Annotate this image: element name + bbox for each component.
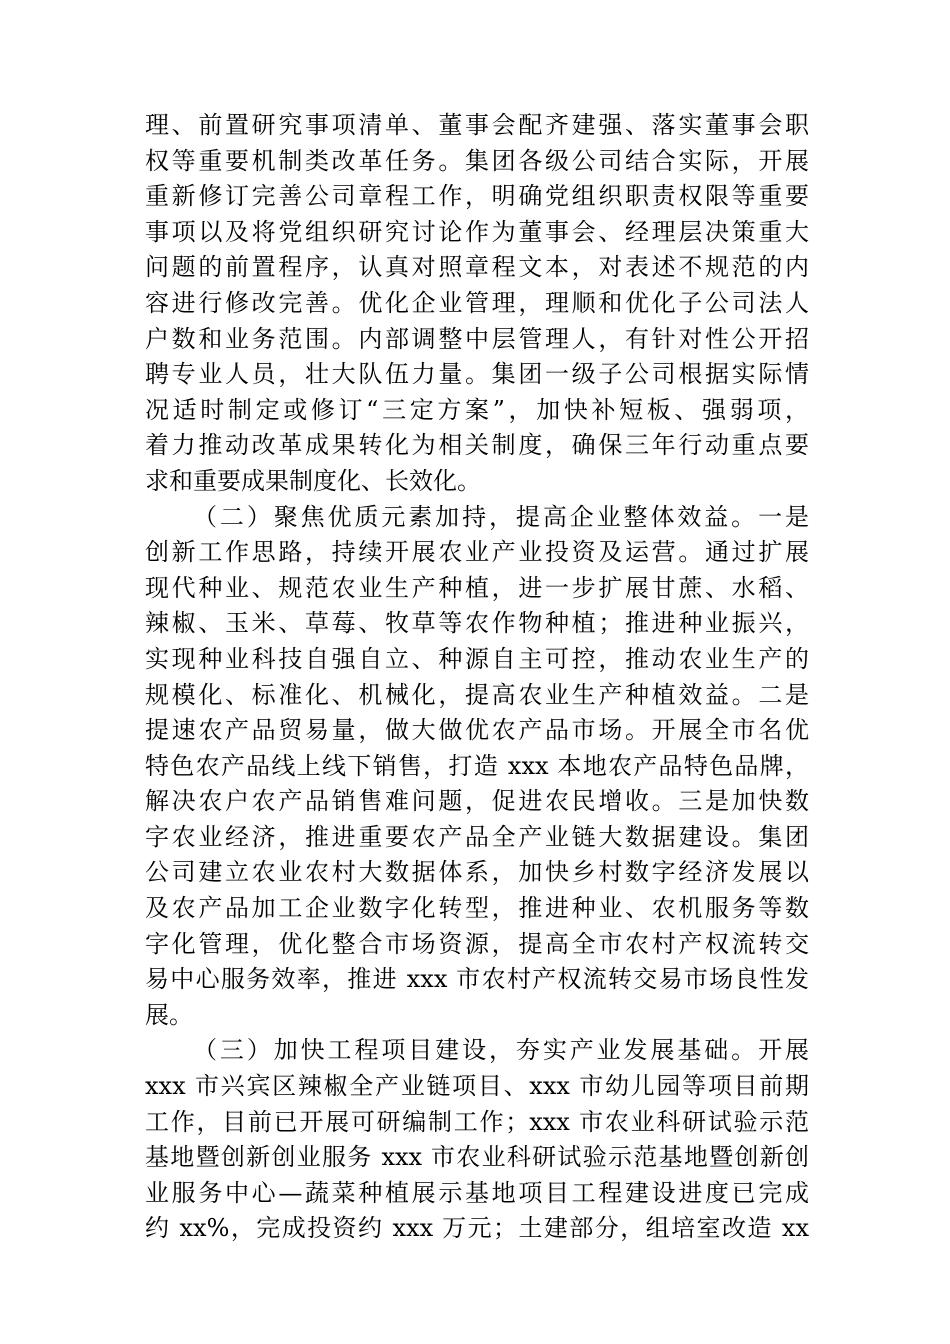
text-line: 公司建立农业农村大数据体系，加快乡村数字经济发展以 (145, 858, 809, 887)
text-line: xxx 市兴宾区辣椒全产业链项目、xxx 市幼儿园等项目前期 (145, 1072, 809, 1101)
text-line: 解决农户农产品销售难问题，促进农民增收。三是加快数 (145, 787, 809, 816)
text-line: 事项以及将党组织研究讨论作为董事会、经理层决策重大 (145, 217, 809, 246)
text-line: 字化管理，优化整合市场资源，提高全市农村产权流转交 (145, 929, 809, 958)
text-line: 展。 (145, 1000, 193, 1029)
text-line: 提速农产品贸易量，做大做优农产品市场。开展全市名优 (145, 716, 809, 745)
text-line: 易中心服务效率，推进 xxx 市农村产权流转交易市场良性发 (145, 965, 809, 994)
text-line: 业服务中心—蔬菜种植展示基地项目工程建设进度已完成 (145, 1178, 809, 1207)
text-line: 理、前置研究事项清单、董事会配齐建强、落实董事会职 (145, 111, 809, 139)
text-line: 特色农产品线上线下销售，打造 xxx 本地农产品特色品牌， (145, 751, 809, 780)
text-line: 重新修订完善公司章程工作，明确党组织职责权限等重要 (145, 182, 809, 211)
paragraph-heading-2: （二）聚焦优质元素加持，提高企业整体效益。一是 (193, 502, 809, 531)
text-line: 求和重要成果制度化、长效化。 (145, 466, 481, 495)
text-line: 基地暨创新创业服务 xxx 市农业科研试验示范基地暨创新创 (145, 1143, 809, 1172)
text-line: 聘专业人员，壮大队伍力量。集团一级子公司根据实际情 (145, 360, 809, 389)
text-line: 创新工作思路，持续开展农业产业投资及运营。通过扩展 (145, 538, 809, 567)
text-line: 字农业经济，推进重要农产品全产业链大数据建设。集团 (145, 822, 809, 851)
text-line: 户数和业务范围。内部调整中层管理人，有针对性公开招 (145, 324, 809, 353)
text-line: 及农产品加工企业数字化转型，推进种业、农机服务等数 (145, 894, 809, 923)
paragraph-heading-3: （三）加快工程项目建设，夯实产业发展基础。开展 (193, 1036, 809, 1065)
text-line: 容进行修改完善。优化企业管理，理顺和优化子公司法人 (145, 288, 809, 317)
text-line: 实现种业科技自强自立、种源自主可控，推动农业生产的 (145, 644, 809, 673)
text-line: 问题的前置程序，认真对照章程文本，对表述不规范的内 (145, 253, 809, 282)
body-text (145, 108, 809, 1247)
text-line: 着力推动改革成果转化为相关制度，确保三年行动重点要 (145, 431, 809, 460)
text-line: 权等重要机制类改革任务。集团各级公司结合实际，开展 (145, 146, 809, 175)
text-line: 况适时制定或修订“三定方案”，加快补短板、强弱项， (145, 395, 809, 424)
text-line: 现代种业、规范农业生产种植，进一步扩展甘蔗、水稻、 (145, 573, 809, 602)
text-line: 约 xx%，完成投资约 xxx 万元；土建部分，组培室改造 xx (145, 1214, 809, 1243)
text-line: 工作，目前已开展可研编制工作；xxx 市农业科研试验示范 (145, 1107, 809, 1136)
text-line: 辣椒、玉米、草莓、牧草等农作物种植；推进种业振兴， (145, 609, 809, 638)
text-line: 规模化、标准化、机械化，提高农业生产种植效益。二是 (145, 680, 809, 709)
